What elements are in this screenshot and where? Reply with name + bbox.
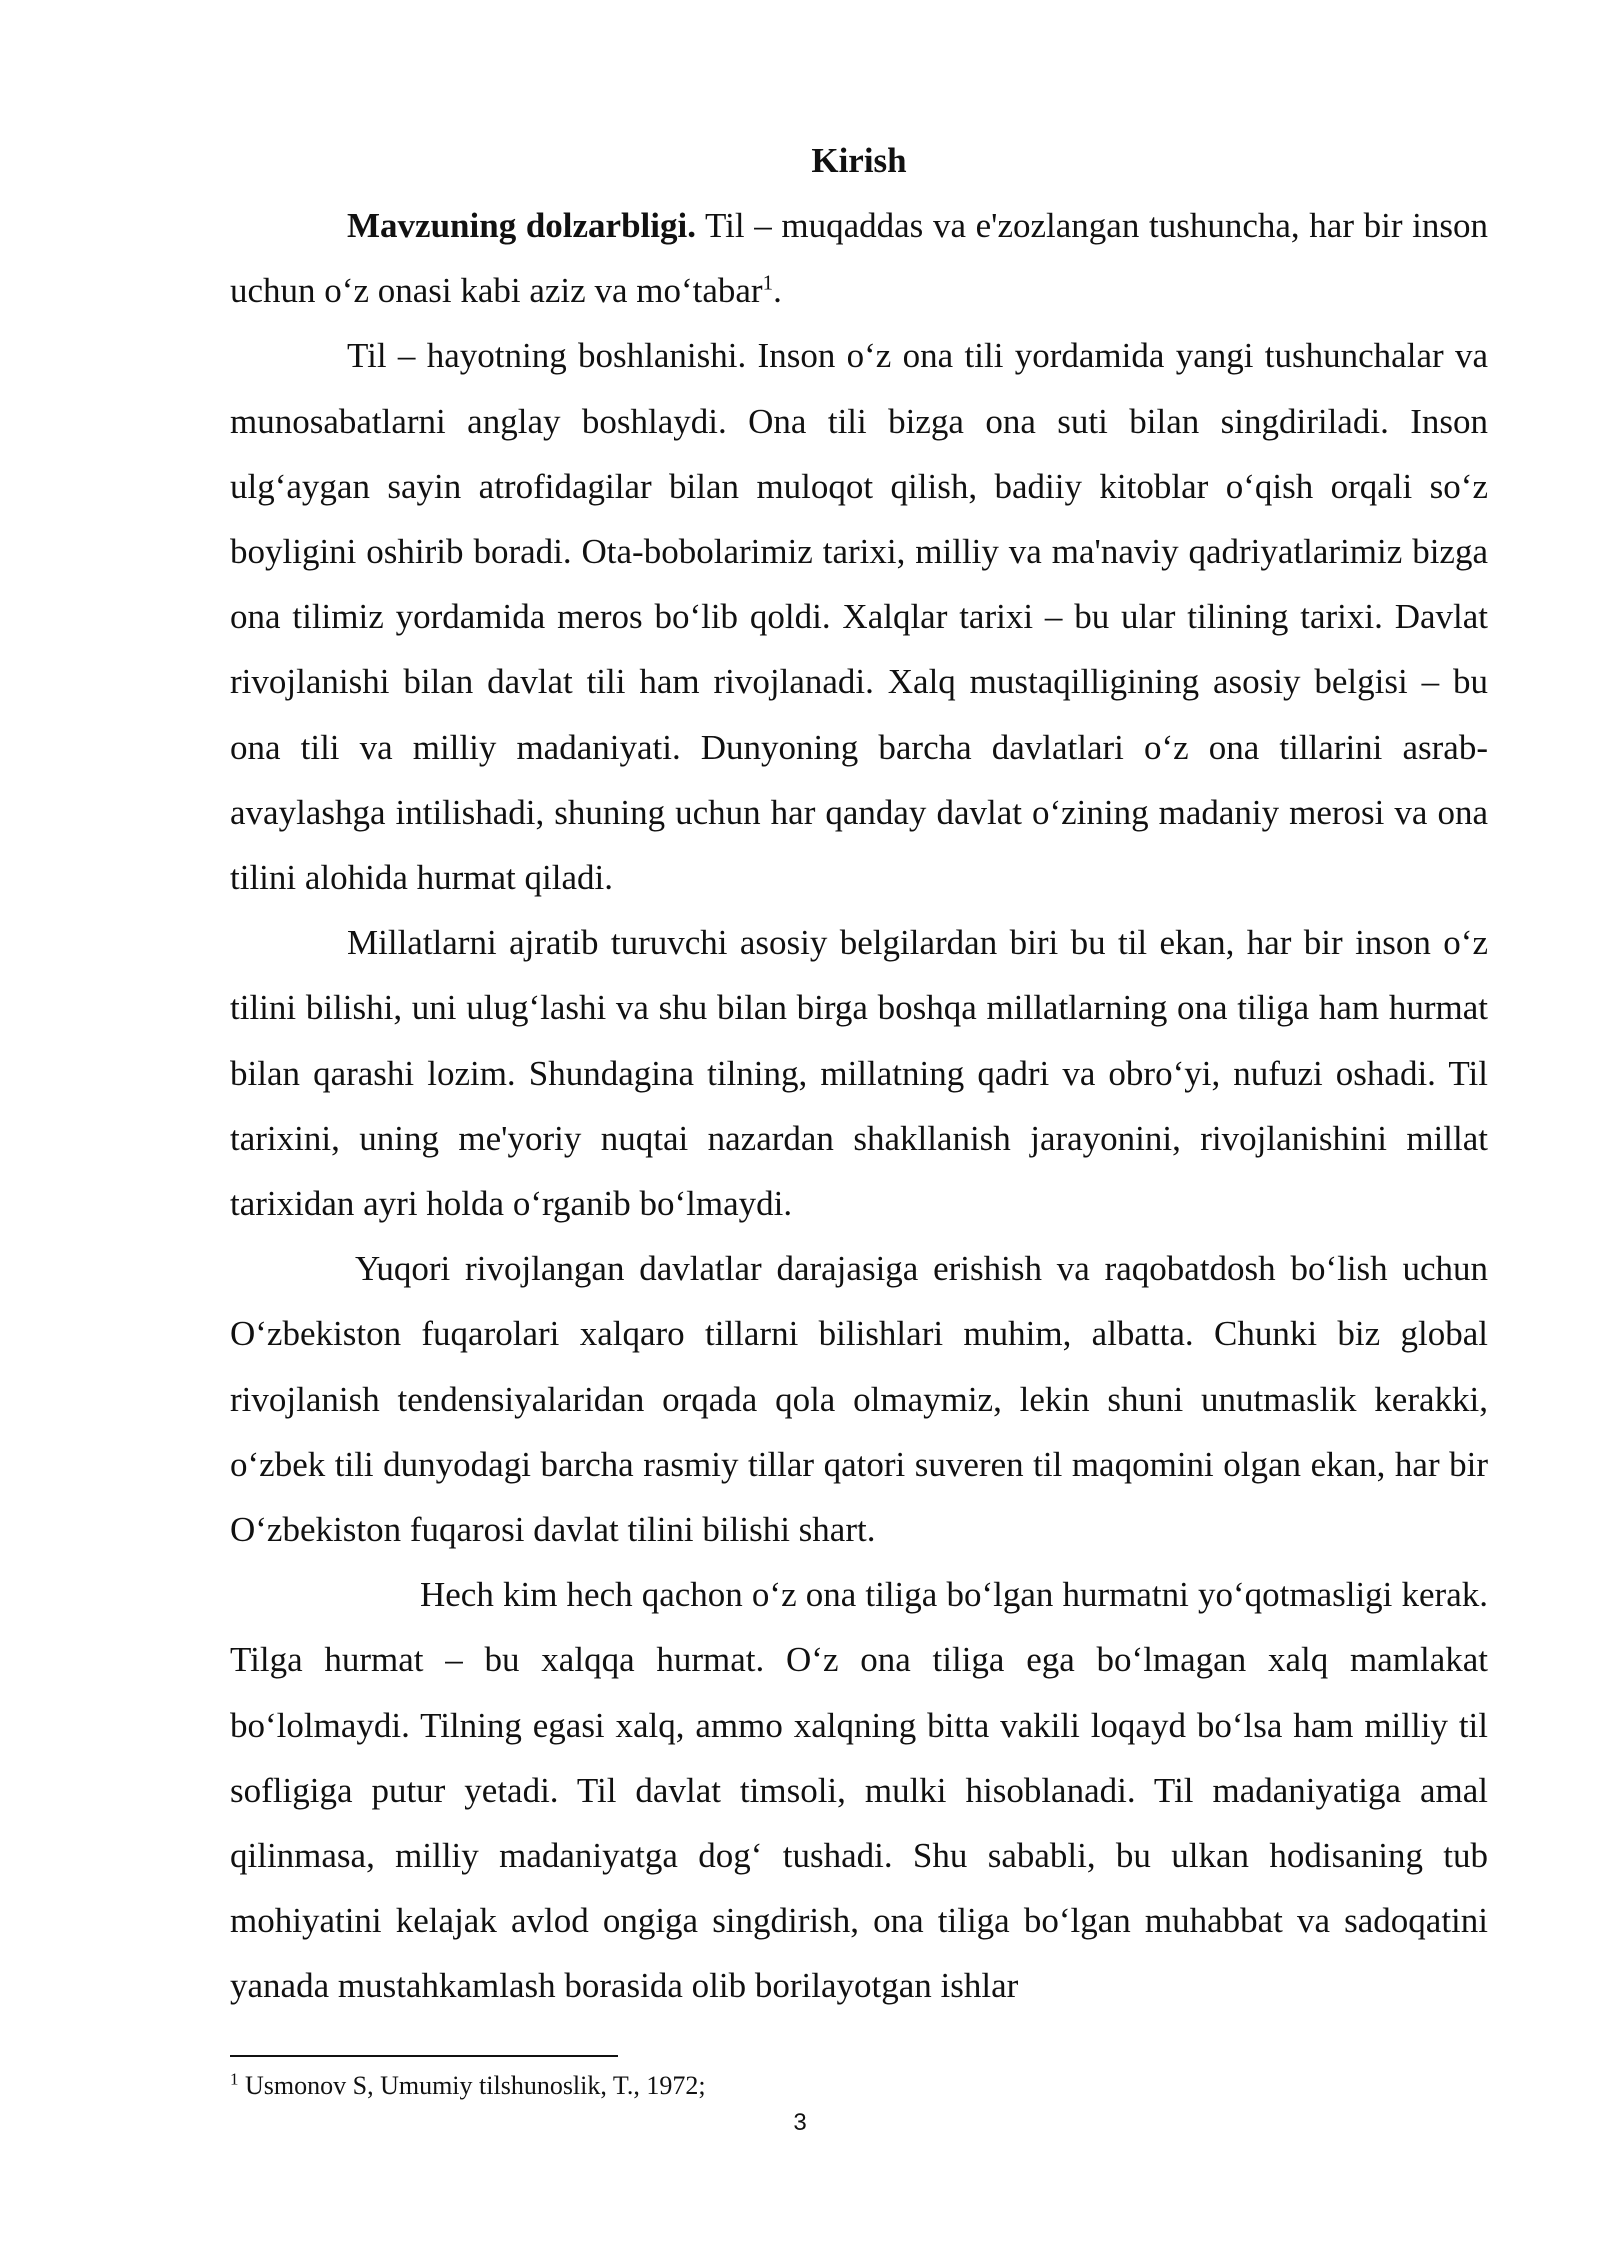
paragraph-2: Til – hayotning boshlanishi. Inson o‘z ona tili yordamida yangi tushunchalar va munosabatlarni anglay boshlaydi. Ona tili bizga ona suti bilan singdiriladi. Inson ulg‘aygan sayin atrofidagilar bilan muloqot qilish, badiiy kitoblar o‘qish orqali so‘z boyligini oshirib boradi. Ota-bobolarimiz tarixi, milliy va ma'naviy qadriyatlarimiz bizga ona tilimiz yordamida meros bo‘lib qoldi. Xalqlar tarixi – bu ular tilining tarixi. Davlat rivojlanishi bilan davlat tili ham rivojlanadi. Xalq mustaqilligining asosiy belgisi – bu ona tili va milliy madaniyati. Dunyoning barcha davlatlari o‘z ona tillarini asrab-avaylashga intilishadi, shuning uchun har qanday davlat o‘zining madaniy merosi va ona tilini alohida hurmat qiladi. (230, 336, 1488, 898)
page-title: Kirish (811, 141, 907, 180)
paragraph-1-text: Til – muqaddas va e'zozlangan tushuncha, har bir inson uchun o‘z onasi kabi aziz va mo‘tabar (230, 206, 1488, 311)
footnote-separator (230, 2055, 618, 2057)
footnote (230, 2068, 706, 2104)
footnote-reference[interactable]: 1 (762, 270, 774, 295)
paragraph-lead: Mavzuning dolzarbligi. (347, 206, 696, 245)
page-number: 3 (793, 2109, 807, 2136)
paragraph-1 (230, 193, 1488, 323)
footnote-marker: 1 (230, 2069, 239, 2089)
page-content (230, 128, 1488, 2019)
footnote-text: Usmonov S, Umumiy tilshunoslik, T., 1972; (238, 2071, 706, 2100)
paragraph-4: Yuqori rivojlangan davlatlar darajasiga erishish va raqobatdosh bo‘lish uchun O‘zbekiston fuqarolari xalqaro tillarni bilishlari muhim, albatta. Chunki biz global rivojlanish tendensiyalaridan orqada qola olmaymiz, lekin shuni unutmaslik kerakki, o‘zbek tili dunyodagi barcha rasmiy tillar qatori suveren til maqomini olgan ekan, har bir O‘zbekiston fuqarosi davlat tilini bilishi shart. (230, 1249, 1488, 1550)
paragraph-1-tail: . (773, 271, 782, 311)
paragraph-5: Hech kim hech qachon o‘z ona tiliga bo‘lgan hurmatni yo‘qotmasligi kerak. Tilga hurmat – bu xalqqa hurmat. O‘z ona tiliga ega bo‘lmagan xalq mamlakat bo‘lolmaydi. Tilning egasi xalq, ammo xalqning bitta vakili loqayd bo‘lsa ham milliy til sofligiga putur yetadi. Til davlat timsoli, mulki hisoblanadi. Til madaniyatiga amal qilinmasa, milliy madaniyatga dog‘ tushadi. Shu sababli, bu ulkan hodisaning tub mohiyatini kelajak avlod ongiga singdirish, ona tiliga bo‘lgan muhabbat va sadoqatini yanada mustahkamlash borasida olib borilayotgan ishlar (230, 1575, 1488, 2006)
paragraph-3: Millatlarni ajratib turuvchi asosiy belgilardan biri bu til ekan, har bir inson o‘z tilini bilishi, uni ulug‘lashi va shu bilan birga boshqa millatlarning ona tiliga ham hurmat bilan qarashi lozim. Shundagina tilning, millatning qadri va obro‘yi, nufuzi oshadi. Til tarixini, uning me'yoriy nuqtai nazardan shakllanish jarayonini, rivojlanishini millat tarixidan ayri holda o‘rganib bo‘lmaydi. (230, 923, 1488, 1224)
